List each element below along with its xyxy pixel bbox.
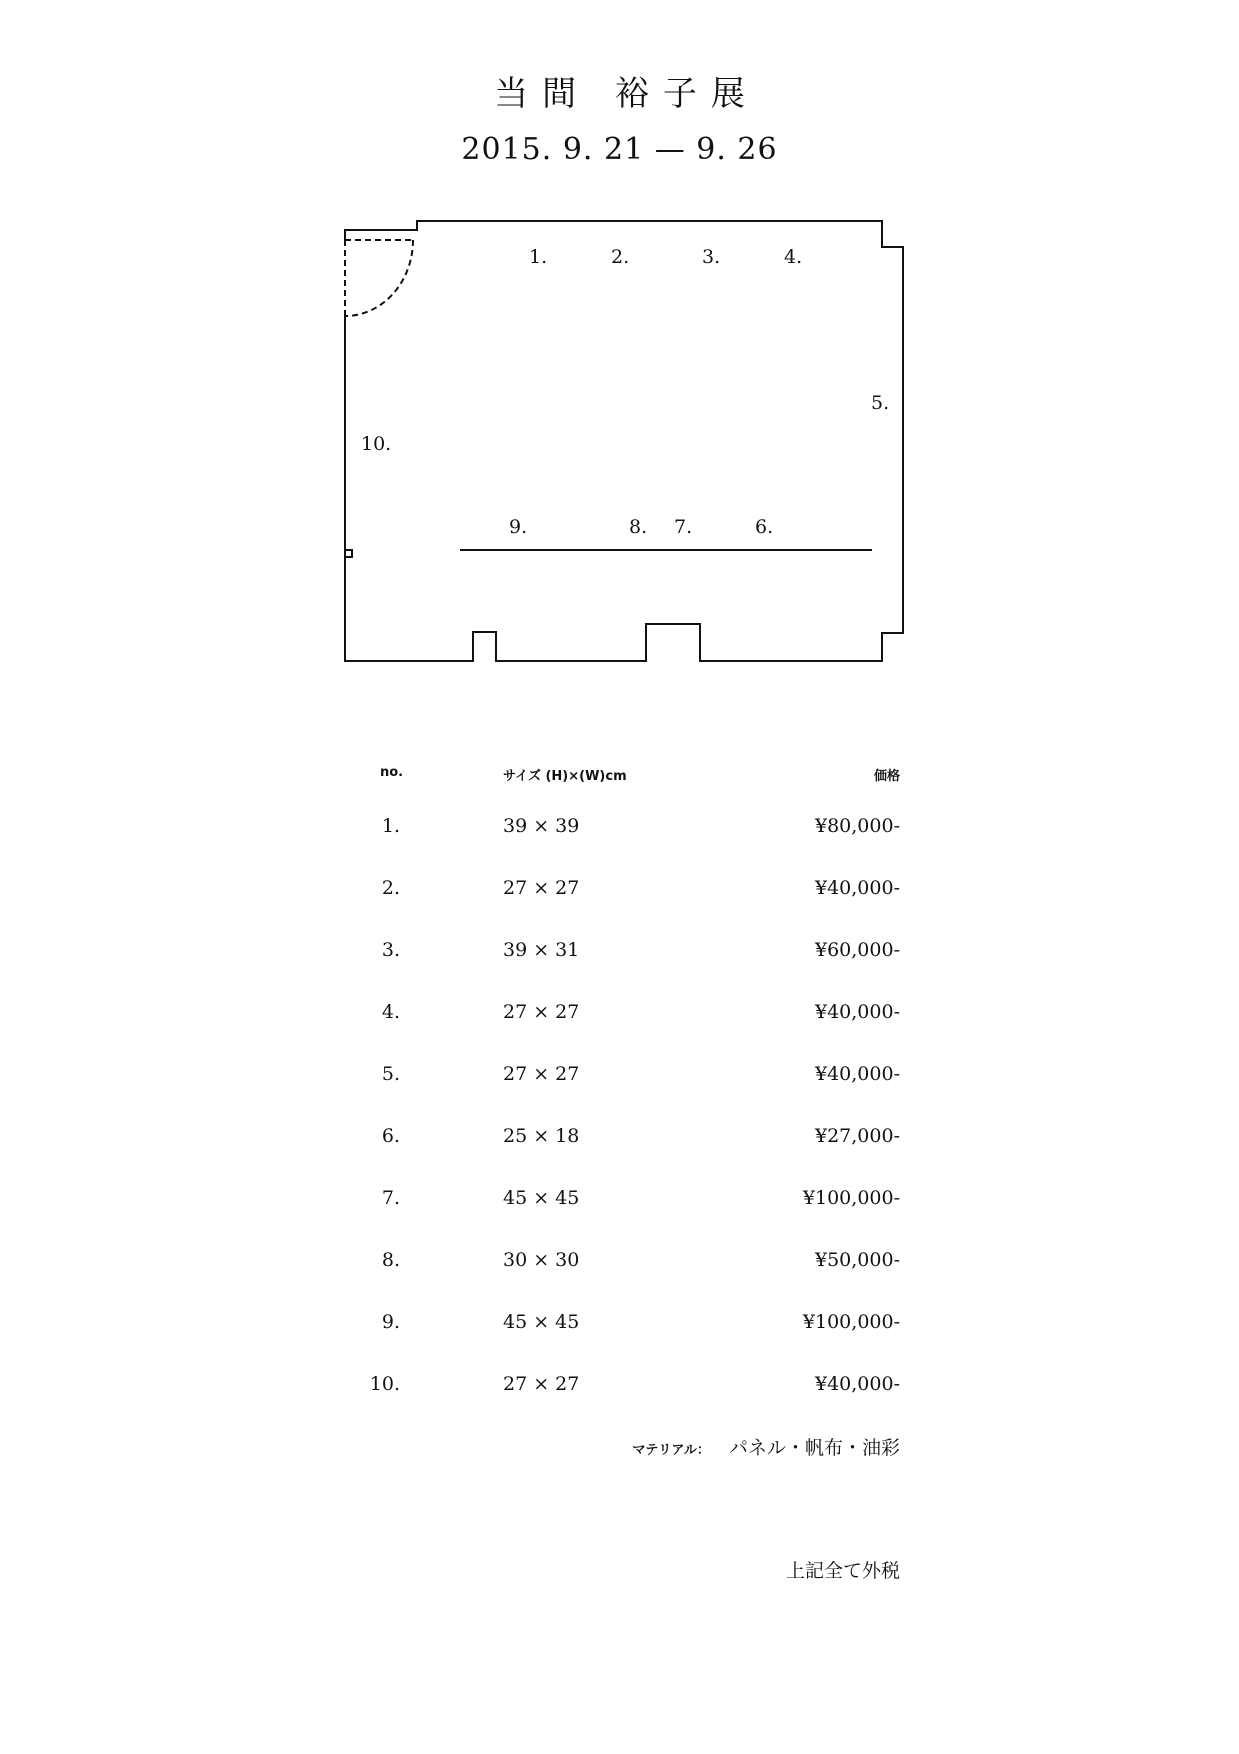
position-label-3: 3. — [702, 246, 721, 268]
row-price: ¥100,000- — [802, 1311, 900, 1333]
row-no: 8. — [381, 1249, 400, 1271]
exhibition-dates: 2015. 9. 21 — 9. 26 — [461, 132, 778, 167]
floor-plan — [0, 0, 1239, 700]
row-price: ¥40,000- — [815, 1063, 900, 1085]
artwork-position-labels — [361, 246, 889, 538]
position-label-10: 10. — [361, 433, 392, 455]
position-label-1: 1. — [529, 246, 548, 268]
row-no: 9. — [381, 1311, 400, 1333]
row-price: ¥60,000- — [815, 939, 900, 961]
row-price: ¥40,000- — [815, 1373, 900, 1395]
table-row — [0, 1243, 1239, 1305]
price-list — [0, 809, 1239, 1429]
row-no: 2. — [381, 877, 400, 899]
table-row — [0, 1119, 1239, 1181]
table-row — [0, 1367, 1239, 1429]
row-size: 30 × 30 — [503, 1249, 580, 1271]
row-size: 25 × 18 — [503, 1125, 580, 1147]
page-title: 当間 裕子展 — [494, 74, 759, 114]
row-size: 45 × 45 — [503, 1311, 580, 1333]
row-price: ¥40,000- — [815, 877, 900, 899]
row-size: 39 × 39 — [503, 815, 580, 837]
table-row — [0, 871, 1239, 933]
floor-plan-walls — [345, 221, 903, 661]
table-row — [0, 809, 1239, 871]
position-label-8: 8. — [629, 516, 648, 538]
row-size: 45 × 45 — [503, 1187, 580, 1209]
column-header-size: サイズ (H)×(W)cm — [503, 769, 627, 784]
tax-note: 上記全て外税 — [785, 1560, 900, 1582]
position-label-7: 7. — [674, 516, 693, 538]
material-value: パネル・帆布・油彩 — [728, 1437, 900, 1459]
row-size: 27 × 27 — [503, 877, 580, 899]
material-label: マテリアル： — [632, 1443, 710, 1458]
material-note — [632, 1433, 900, 1460]
row-price: ¥40,000- — [815, 1001, 900, 1023]
row-no: 3. — [381, 939, 400, 961]
position-label-9: 9. — [509, 516, 528, 538]
position-label-6: 6. — [755, 516, 774, 538]
position-label-5: 5. — [871, 392, 890, 414]
table-row — [0, 1305, 1239, 1367]
column-header-price: 価格 — [873, 769, 900, 784]
row-no: 7. — [381, 1187, 400, 1209]
table-row — [0, 1057, 1239, 1119]
row-no: 1. — [381, 815, 400, 837]
row-no: 6. — [381, 1125, 400, 1147]
row-size: 27 × 27 — [503, 1373, 580, 1395]
row-no: 4. — [381, 1001, 400, 1023]
row-no: 5. — [381, 1063, 400, 1085]
row-price: ¥80,000- — [815, 815, 900, 837]
row-size: 27 × 27 — [503, 1063, 580, 1085]
row-price: ¥50,000- — [815, 1249, 900, 1271]
table-row — [0, 933, 1239, 995]
row-size: 39 × 31 — [503, 939, 580, 961]
position-label-4: 4. — [784, 246, 803, 268]
row-no: 10. — [369, 1373, 400, 1395]
table-row — [0, 1181, 1239, 1243]
row-price: ¥100,000- — [802, 1187, 900, 1209]
table-row — [0, 995, 1239, 1057]
door-swing — [345, 240, 413, 316]
position-label-2: 2. — [611, 246, 630, 268]
row-price: ¥27,000- — [815, 1125, 900, 1147]
row-size: 27 × 27 — [503, 1001, 580, 1023]
column-header-no: no. — [380, 765, 404, 780]
